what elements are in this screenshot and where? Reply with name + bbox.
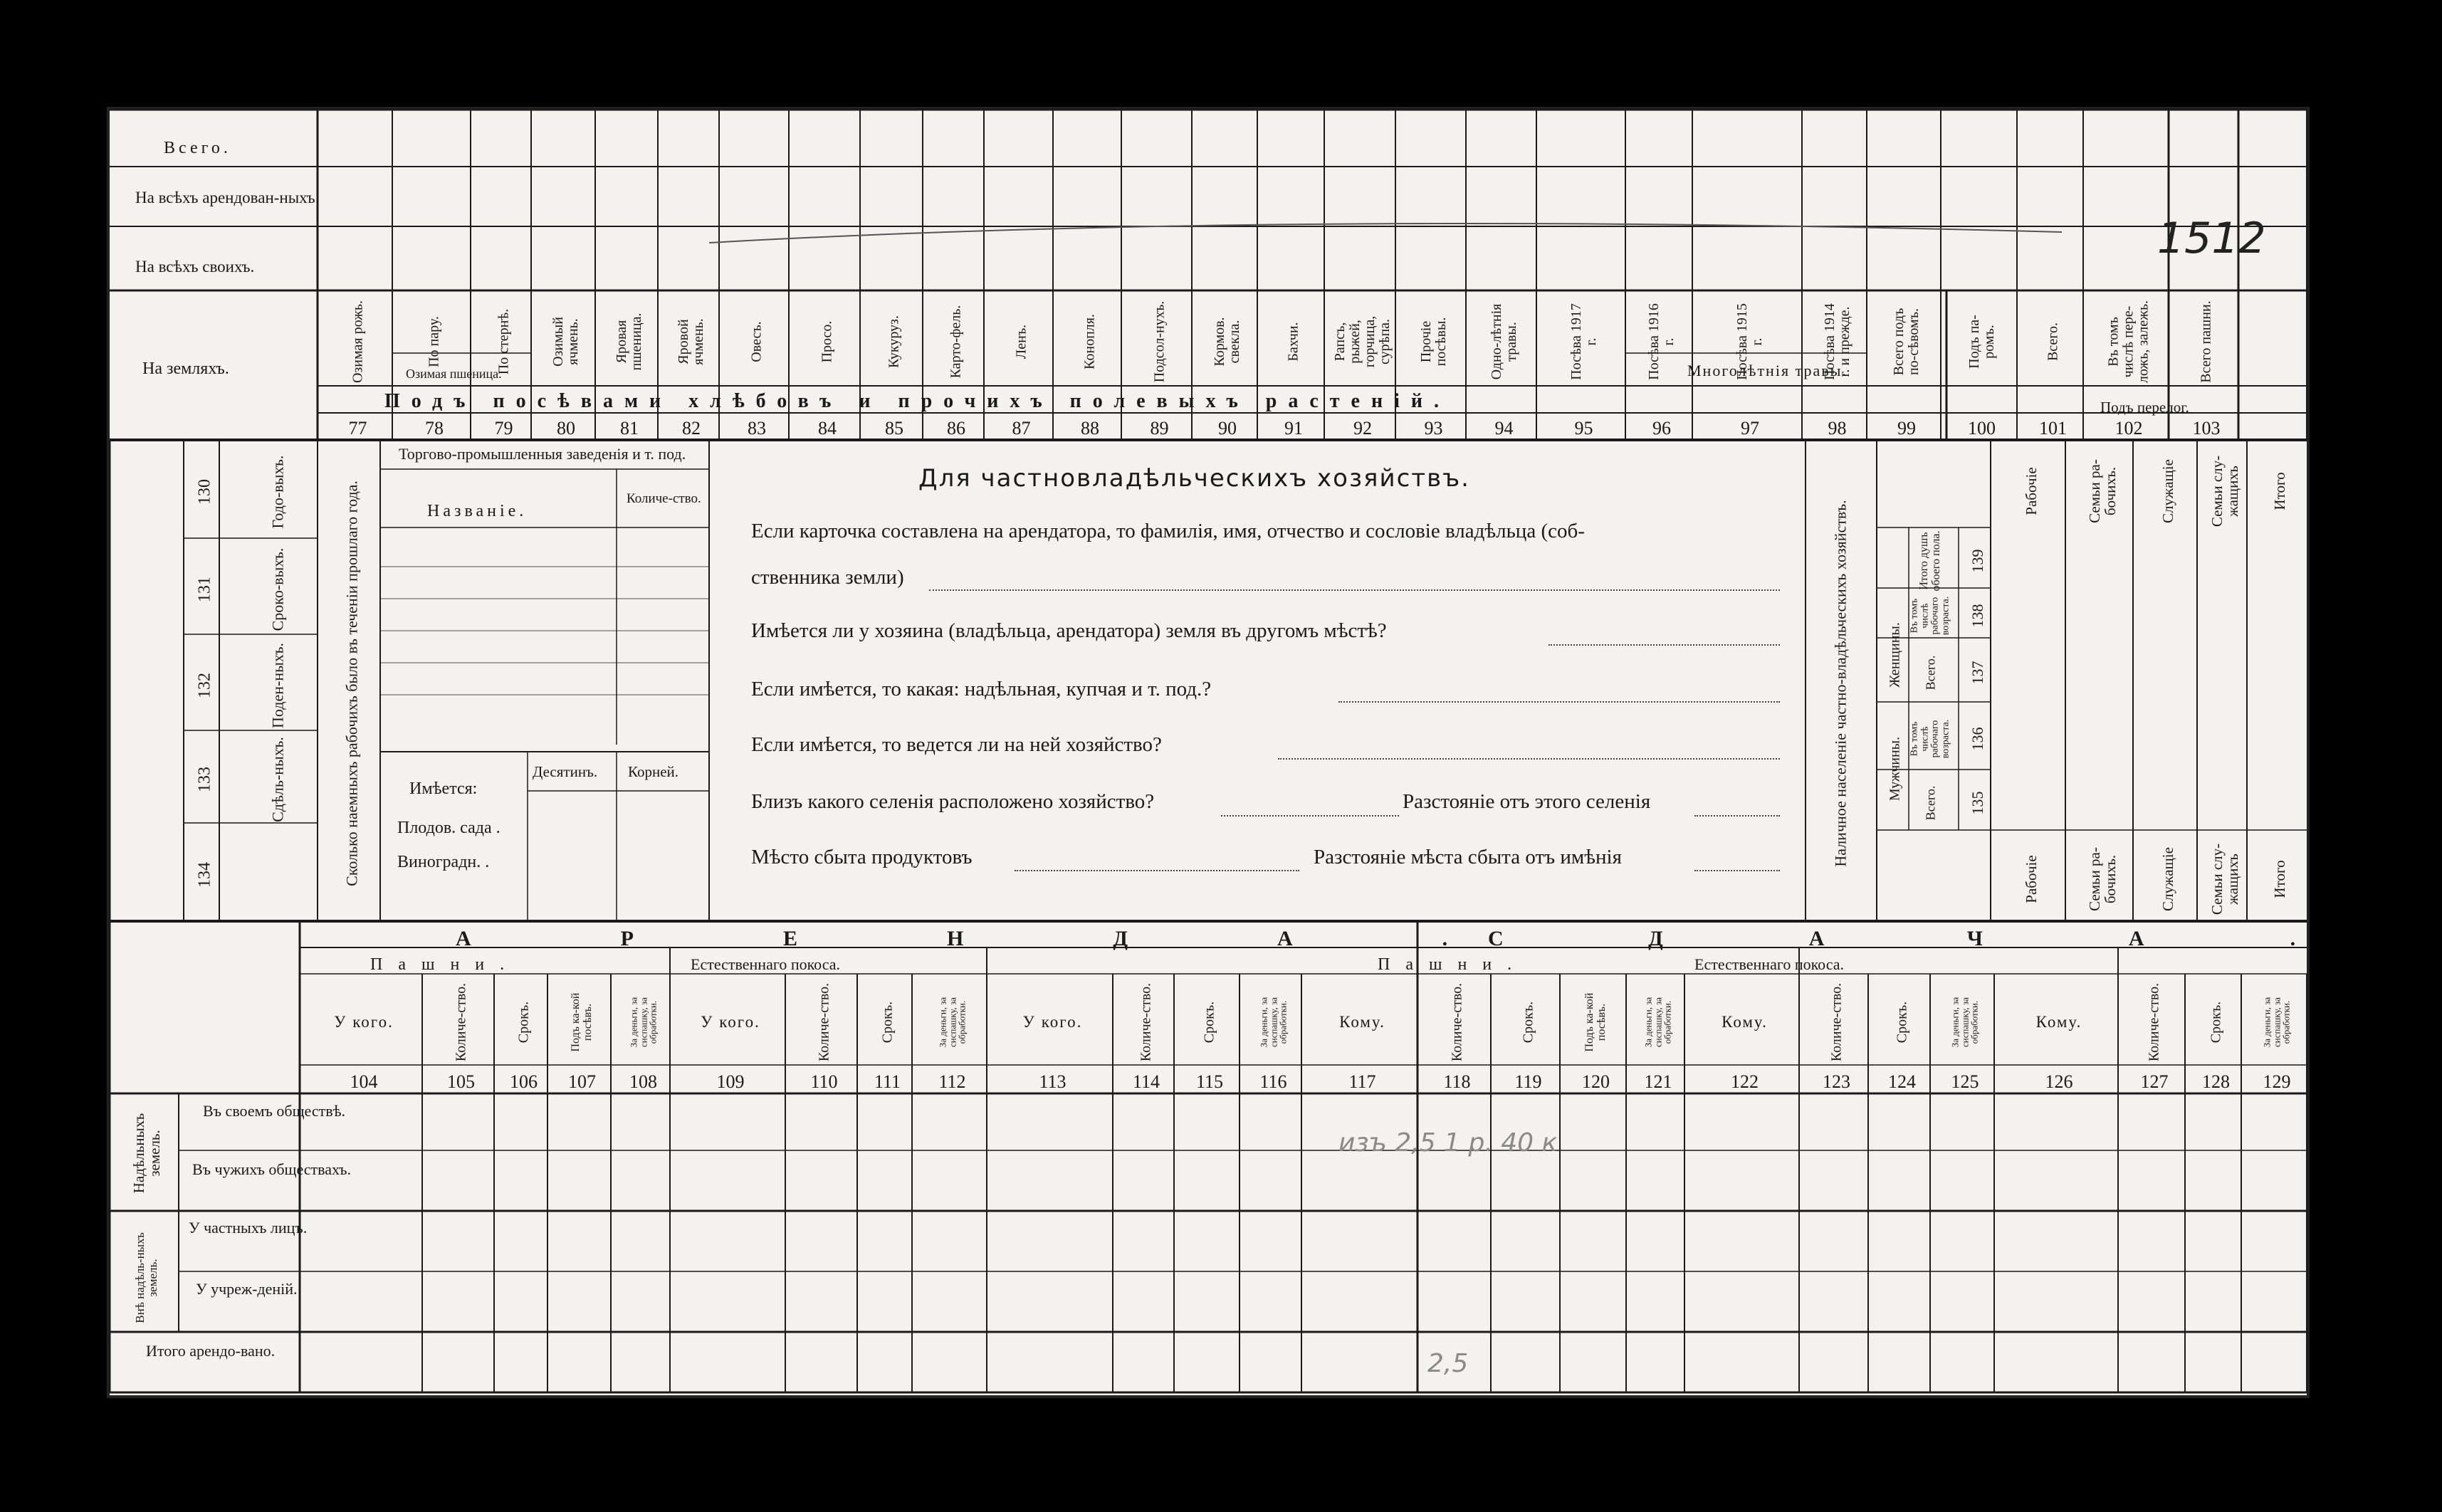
column-header-79: По стернѣ. [496, 308, 511, 375]
right-col-bottom-1: Семьи ра-бочихъ. [2085, 847, 2119, 911]
dotted-line [1694, 815, 1780, 817]
sub-header-106: Срокъ. [515, 1001, 531, 1044]
column-header-81: Яровая пшеница. [614, 313, 644, 371]
sub-header-121: За деньги, за сиспашку, за обработки. [1642, 997, 1673, 1048]
right-col-bottom-4: Итого [2270, 860, 2288, 898]
column-header-101: Всего. [2045, 322, 2060, 362]
winter-wheat-label: Озимая пшеница. [406, 367, 502, 381]
dotted-line [1338, 701, 1780, 703]
sub-header-126: Кому. [2035, 1013, 2082, 1031]
bottom-col-num-127: 127 [2140, 1071, 2169, 1092]
right-col-bottom-2: Служащіе [2159, 847, 2176, 911]
handwriting-total: 2,5 [1427, 1349, 1469, 1378]
question-4: Если имѣется, то ведется ли на ней хозяйство? [751, 733, 1162, 756]
right-col-top-3: Семьи слу-жащихъ [2208, 455, 2241, 527]
has-label: Имѣется: [409, 779, 478, 798]
bottom-col-num-111: 111 [874, 1071, 901, 1092]
column-number-96: 96 [1652, 418, 1671, 439]
question-3: Если имѣется, то какая: надѣльная, купчая и т. под.? [751, 678, 1212, 700]
column-number-86: 86 [947, 418, 965, 439]
sub-header-129: За деньги, за сиспашку, за обработки. [2261, 997, 2292, 1048]
sub-header-115: Срокъ. [1201, 1001, 1217, 1044]
right-col-bottom-3: Семьи слу-жащихъ [2208, 843, 2241, 915]
column-header-86: Карто-фель. [948, 305, 964, 379]
sub-header-123: Количе-ство. [1828, 982, 1844, 1062]
row-label-total-rented: Итого арендо-вано. [146, 1342, 276, 1360]
bottom-col-num-120: 120 [1582, 1071, 1610, 1092]
right-col-top-0: Рабочіе [2022, 467, 2040, 515]
column-header-83: Овесъ. [748, 321, 765, 362]
arenda-header: АРЕНДА. [456, 927, 1598, 950]
column-number-83: 83 [748, 418, 766, 439]
sub-header-112: За деньги, за сиспашку, за обработки. [937, 997, 968, 1048]
bottom-col-num-104: 104 [350, 1071, 378, 1092]
sub-header-119: Срокъ. [1520, 1001, 1536, 1044]
handwriting-note: изъ 2,5 1 р. 40 к [1338, 1128, 1558, 1157]
trade-header: Торгово-промышленныя заведенія и т. под. [399, 445, 686, 463]
roots-header: Корней. [628, 763, 679, 780]
column-header-87: Ленъ. [1013, 324, 1029, 359]
population-title: Наличное населеніе частно-владѣльческихъ хозяйствъ. [1831, 500, 1850, 867]
question-1b: ственника земли) [751, 566, 904, 589]
group-header: Подъ посѣвами хлѣбовъ и прочихъ полевыхъ растеній. [384, 390, 1451, 412]
stamp: 1512 [2157, 214, 2266, 263]
sub-header-113: У кого. [1022, 1013, 1083, 1031]
dotted-line [1548, 644, 1780, 646]
sdacha-pashni: Пашни. [1378, 955, 1528, 974]
perennial-label: Многолѣтнія травы. [1687, 362, 1848, 379]
bottom-col-num-116: 116 [1259, 1071, 1287, 1092]
private-title: Для частновладѣльческихъ хозяйствъ. [918, 464, 1470, 493]
column-header-103: Всего пашни. [2198, 300, 2214, 383]
column-header-89: Подсол-нухъ. [1151, 300, 1167, 383]
hired-question: Сколько наемныхъ рабочихъ было въ теченіи прошлаго года. [342, 481, 361, 886]
dotted-line [929, 589, 1780, 591]
column-number-84: 84 [818, 418, 837, 439]
column-number-98: 98 [1828, 418, 1847, 439]
column-number-79: 79 [494, 418, 513, 439]
row-label-other-society: Въ чужихъ обществахъ. [192, 1160, 352, 1178]
column-header-92: Рапсъ, рыжей, горчица, сурѣпа. [1332, 315, 1393, 368]
women-label: Женщины. [1887, 622, 1903, 688]
column-header-96: Посѣва 1916 г. [1646, 303, 1677, 380]
column-number-102: 102 [2115, 418, 2143, 439]
row-label-own-society: Въ своемъ обществѣ. [203, 1102, 346, 1120]
right-col-top-1: Семьи ра-бочихъ. [2085, 459, 2119, 523]
women-total: Всего. [1923, 655, 1938, 691]
census-card [107, 107, 2442, 1398]
row-label-institutions: У учреж-деній. [196, 1280, 298, 1298]
fallow-label: Подъ перелог. [2100, 399, 2189, 416]
sub-header-127: Количе-ство. [2146, 982, 2162, 1062]
column-header-97: Посѣва 1915 г. [1734, 303, 1765, 380]
column-header-95: Посѣва 1917 г. [1568, 303, 1599, 380]
question-5: Близъ какого селенія расположено хозяйство? [751, 790, 1155, 813]
pop-num-137: 137 [1969, 661, 1986, 685]
pop-num-135: 135 [1969, 791, 1986, 815]
question-1a: Если карточка составлена на арендатора, то фамилія, имя, отчество и сословіе владѣльца (соб- [751, 520, 1585, 542]
column-number-100: 100 [1968, 418, 1996, 439]
sdacha-pokos: Естественнаго покоса. [1694, 955, 1845, 973]
sub-header-111: Срокъ. [879, 1001, 895, 1044]
column-header-93: Прочіе посѣвы. [1417, 317, 1449, 367]
sub-header-108: За деньги, за сиспашку, за обработки. [628, 997, 659, 1048]
sub-header-116: За деньги, за сиспашку, за обработки. [1258, 997, 1289, 1048]
column-header-102: Въ томъ числѣ пере-ложь, залежь. [2105, 300, 2152, 384]
bottom-col-num-118: 118 [1443, 1071, 1471, 1092]
column-header-91: Бахчи. [1285, 322, 1301, 362]
label-rented: На всѣхъ арендован-ныхъ. [135, 189, 320, 206]
column-number-81: 81 [620, 418, 639, 439]
bottom-col-num-113: 113 [1039, 1071, 1067, 1092]
question-6: Мѣсто сбыта продуктовъ [751, 846, 973, 868]
bottom-col-num-108: 108 [629, 1071, 657, 1092]
total-souls-label: Итого душъ обоего пола. [1918, 530, 1942, 592]
hired-col-label-132: Поден-ныхъ. [268, 642, 287, 728]
bottom-col-num-128: 128 [2202, 1071, 2230, 1092]
column-header-77: Озимая рожь. [350, 300, 365, 384]
column-number-93: 93 [1424, 418, 1443, 439]
sub-header-118: Количе-ство. [1449, 982, 1464, 1062]
bottom-col-num-117: 117 [1348, 1071, 1376, 1092]
hired-col-num-130: 130 [195, 479, 214, 505]
column-number-91: 91 [1284, 418, 1303, 439]
dotted-line [1221, 815, 1399, 817]
dotted-line [1694, 870, 1780, 871]
sub-header-117: Кому. [1339, 1013, 1385, 1031]
column-header-98: Посѣва 1914 г. и прежде. [1821, 303, 1853, 380]
bottom-col-num-107: 107 [568, 1071, 596, 1092]
dotted-line [1015, 870, 1299, 871]
hired-col-label-130: Годо-выхъ. [268, 455, 287, 529]
column-header-94: Одно-лѣтнія травы. [1488, 303, 1519, 380]
bottom-col-num-123: 123 [1823, 1071, 1850, 1092]
column-number-80: 80 [557, 418, 575, 439]
arenda-pokos: Естественнаго покоса. [691, 955, 841, 973]
bottom-col-num-110: 110 [810, 1071, 838, 1092]
bottom-col-num-126: 126 [2045, 1071, 2073, 1092]
column-header-78: По пару. [426, 316, 442, 367]
sub-header-104: У кого. [334, 1013, 394, 1031]
hired-col-label-133: Сдѣль-ныхъ. [268, 737, 287, 822]
question-2: Имѣется ли у хозяина (владѣльца, арендатора) земля въ другомъ мѣстѣ? [751, 619, 1387, 642]
arenda-pashni: Пашни. [370, 955, 520, 974]
garden-label: Плодов. сада . [397, 819, 501, 837]
sub-header-114: Количе-ство. [1138, 982, 1154, 1062]
row-label-private: У частныхъ лицъ. [189, 1219, 308, 1237]
pop-num-138: 138 [1969, 604, 1986, 628]
trade-name-header: Названіе. [427, 502, 528, 520]
question-5b: Разстояніе отъ этого селенія [1403, 790, 1651, 813]
women-incl: Въ томъ числѣ рабочаго возраста. [1909, 596, 1951, 636]
column-number-89: 89 [1150, 418, 1169, 439]
bottom-col-num-114: 114 [1132, 1071, 1160, 1092]
sub-header-120: Подъ ка-кой посѣвъ. [1583, 992, 1608, 1052]
column-header-85: Кукуруз. [886, 315, 902, 368]
column-header-99: Всего подъ по-сѣвомъ. [1891, 308, 1922, 376]
bottom-col-num-106: 106 [510, 1071, 538, 1092]
hired-col-label-131: Сроко-выхъ. [268, 547, 287, 631]
men-total: Всего. [1923, 785, 1938, 821]
column-number-101: 101 [2039, 418, 2067, 439]
hired-col-num-131: 131 [195, 576, 214, 602]
right-col-top-4: Итого [2270, 472, 2288, 510]
column-header-82: Яровой ячмень. [676, 318, 706, 365]
column-number-82: 82 [682, 418, 701, 439]
column-header-88: Конопля. [1081, 314, 1098, 369]
column-number-95: 95 [1574, 418, 1593, 439]
sub-header-105: Количе-ство. [453, 982, 468, 1062]
column-number-94: 94 [1494, 418, 1514, 439]
bottom-col-num-119: 119 [1514, 1071, 1542, 1092]
hired-col-num-132: 132 [195, 672, 214, 698]
vne-group-label: Внѣ надѣль-ныхъ земель. [133, 1232, 159, 1323]
sub-header-125: За деньги, за сиспашку, за обработки. [1949, 997, 1980, 1048]
label-total: Всего. [164, 139, 231, 157]
sub-header-122: Кому. [1722, 1013, 1768, 1031]
hired-col-num-133: 133 [195, 767, 214, 792]
bottom-col-num-122: 122 [1731, 1071, 1759, 1092]
column-number-77: 77 [348, 418, 367, 439]
column-number-97: 97 [1741, 418, 1759, 439]
column-header-100: Подъ па-ромъ. [1966, 315, 1997, 369]
men-label: Мужчины. [1887, 736, 1903, 802]
vine-label: Виноградн. . [397, 853, 490, 871]
nadel-group-label: Надѣльныхъ земель. [130, 1113, 163, 1194]
column-number-85: 85 [885, 418, 903, 439]
trade-qty-header: Количе-ство. [627, 491, 701, 506]
bottom-col-num-125: 125 [1951, 1071, 1979, 1092]
question-6b: Разстояніе мѣста сбыта отъ имѣнія [1314, 846, 1622, 868]
sub-header-124: Срокъ. [1894, 1001, 1909, 1044]
column-number-90: 90 [1218, 418, 1237, 439]
bottom-col-num-129: 129 [2263, 1071, 2291, 1092]
column-number-99: 99 [1897, 418, 1916, 439]
desyatin-header: Десятинъ. [533, 763, 598, 780]
pop-num-139: 139 [1969, 549, 1986, 573]
bottom-col-num-105: 105 [447, 1071, 475, 1092]
label-own: На всѣхъ своихъ. [135, 258, 255, 275]
dotted-line [1278, 758, 1780, 760]
hired-col-num-134: 134 [195, 862, 214, 888]
bottom-col-num-109: 109 [716, 1071, 745, 1092]
column-number-103: 103 [2192, 418, 2221, 439]
column-number-87: 87 [1012, 418, 1031, 439]
column-header-90: Кормов. свекла. [1212, 317, 1242, 367]
column-header-84: Просо. [819, 320, 835, 363]
sub-header-109: У кого. [701, 1013, 760, 1031]
bottom-col-num-112: 112 [938, 1071, 966, 1092]
sub-header-128: Срокъ. [2208, 1001, 2223, 1044]
men-incl: Въ томъ числѣ рабочаго возраста. [1909, 719, 1951, 759]
column-number-88: 88 [1081, 418, 1099, 439]
bottom-col-num-124: 124 [1888, 1071, 1916, 1092]
column-header-80: Озимый ячмень. [550, 317, 581, 367]
bottom-col-num-121: 121 [1644, 1071, 1672, 1092]
bottom-col-num-115: 115 [1195, 1071, 1224, 1092]
column-number-78: 78 [425, 418, 444, 439]
label-lands: На земляхъ. [142, 359, 229, 378]
right-col-bottom-0: Рабочіе [2022, 855, 2040, 903]
column-number-92: 92 [1353, 418, 1372, 439]
right-col-top-2: Служащіе [2159, 459, 2176, 523]
sdacha-header: СДАЧА. [1488, 927, 2442, 950]
pop-num-136: 136 [1969, 727, 1986, 751]
sub-header-107: Подъ ка-кой посѣвъ. [569, 992, 594, 1052]
sub-header-110: Количе-ство. [816, 982, 832, 1062]
